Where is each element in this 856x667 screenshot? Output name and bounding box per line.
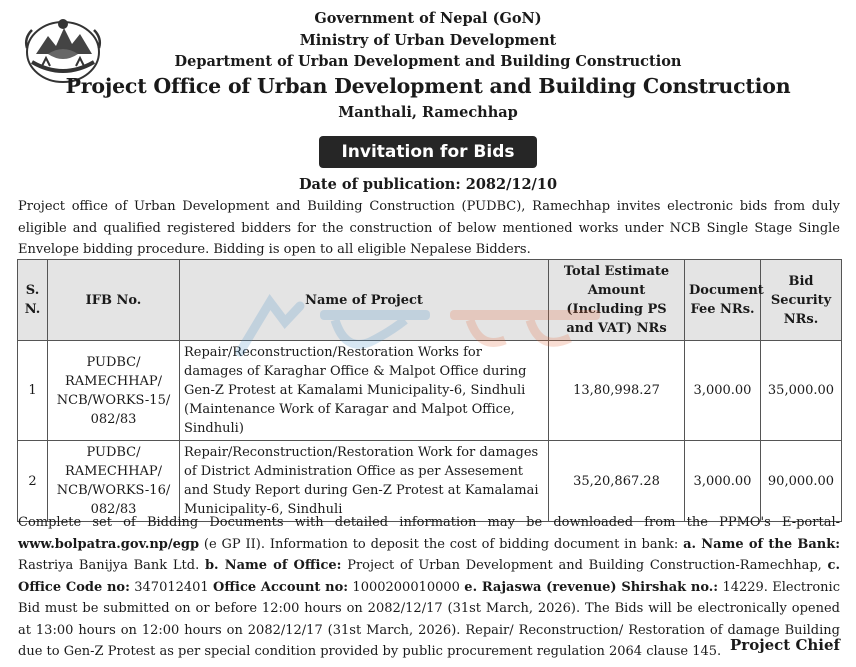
header-ifb: IFB No. bbox=[48, 260, 180, 341]
office-location: Manthali, Ramechhap bbox=[338, 104, 518, 121]
intro-paragraph: Project office of Urban Development and Building Construction (PUDBC), Ramechhap invites electronic bids from duly eligible and qualified registered bidders for the construction of below mentioned works under NCB Single Stage Single Envelope bidding procedure. Bidding is open to all eligible Nepalese Bidders. bbox=[18, 199, 840, 257]
ministry-line: Ministry of Urban Development bbox=[299, 32, 557, 49]
cell-bid-security: 35,000.00 bbox=[761, 341, 842, 441]
project-chief-signature: Project Chief bbox=[730, 636, 840, 654]
cell-ifb: PUDBC/ RAMECHHAP/ NCB/WORKS-16/ 082/83 bbox=[48, 441, 180, 522]
cell-amount: 35,20,867.28 bbox=[549, 441, 685, 522]
header-amount: Total Estimate Amount (Including PS and VAT) NRs bbox=[549, 260, 685, 341]
table-row bbox=[18, 341, 842, 441]
office-code-label: c. Office Code no: bbox=[18, 558, 840, 595]
instructions-text: Complete set of Bidding Documents with detailed information may be downloaded from the PPMO's E-portal- bbox=[18, 515, 840, 530]
office-code-value: 347012401 bbox=[129, 579, 214, 595]
header-document-fee: Document Fee NRs. bbox=[685, 260, 761, 341]
table-row bbox=[18, 441, 842, 522]
cell-bid-security: 90,000.00 bbox=[761, 441, 842, 522]
invitation-banner: Invitation for Bids bbox=[319, 136, 537, 168]
office-account-label: Office Account no: bbox=[213, 579, 349, 595]
cell-sn: 2 bbox=[18, 441, 48, 522]
cell-project-name: Repair/Reconstruction/Restoration Work for damages of District Administration Office as per Assesement and Study Report during Gen-Z Protest at Kamalamai Municipality-6, Sindhuli bbox=[180, 441, 549, 522]
bids-table bbox=[17, 259, 842, 522]
department-line: Department of Urban Development and Building Construction bbox=[174, 53, 682, 70]
bidding-instructions bbox=[18, 512, 840, 663]
table-header-row bbox=[18, 260, 842, 341]
rajaswa-label: e. Rajaswa (revenue) Shirshak no.: bbox=[464, 579, 719, 595]
cell-ifb: PUDBC/ RAMECHHAP/ NCB/WORKS-15/ 082/83 bbox=[48, 341, 180, 441]
office-name-label: b. Name of Office: bbox=[204, 558, 342, 573]
office-account-value: 1000200010000 bbox=[348, 579, 465, 595]
rajaswa-value: 14229. Electronic Bid must be submitted on or before 12:00 hours on 2082/12/17 (31st March, 2026). The Bids will be electronically opened at 13:00 hours on 12:00 hours on 2082/12/17 (31st March, 2026). Repair/ Reconstruction/ Restoration of damage Building due to Gen-Z Protest as per special condition provided by public procurement regulation 2064 clause 145. bbox=[18, 579, 840, 659]
government-line: Government of Nepal (GoN) bbox=[314, 10, 542, 27]
header-sn: S. N. bbox=[18, 260, 48, 341]
header-project-name: Name of Project bbox=[180, 260, 549, 341]
office-name-value: Project of Urban Development and Building Construction-Ramechhap, bbox=[341, 558, 828, 573]
instructions-text: (e GP II). Information to deposit the cost of bidding document in bank: bbox=[199, 536, 684, 552]
cell-amount: 13,80,998.27 bbox=[549, 341, 685, 441]
office-title: Project Office of Urban Development and Building Construction bbox=[65, 74, 791, 98]
header-bid-security: Bid Security NRs. bbox=[761, 260, 842, 341]
cell-sn: 1 bbox=[18, 341, 48, 441]
cell-document-fee: 3,000.00 bbox=[685, 441, 761, 522]
publication-date: Date of publication: 2082/12/10 bbox=[298, 176, 558, 193]
bank-label: a. Name of the Bank: bbox=[683, 536, 840, 552]
cell-document-fee: 3,000.00 bbox=[685, 341, 761, 441]
portal-link: www.bolpatra.gov.np/egp bbox=[18, 536, 200, 552]
bank-value: Rastriya Banijya Bank Ltd. bbox=[18, 558, 205, 573]
cell-project-name: Repair/Reconstruction/Restoration Works for damages of Karaghar Office & Malpot Office during Gen-Z Protest at Kamalami Municipality-6, Sindhuli (Maintenance Work of Karagar and Malpot Office, Sindhuli) bbox=[180, 341, 549, 441]
